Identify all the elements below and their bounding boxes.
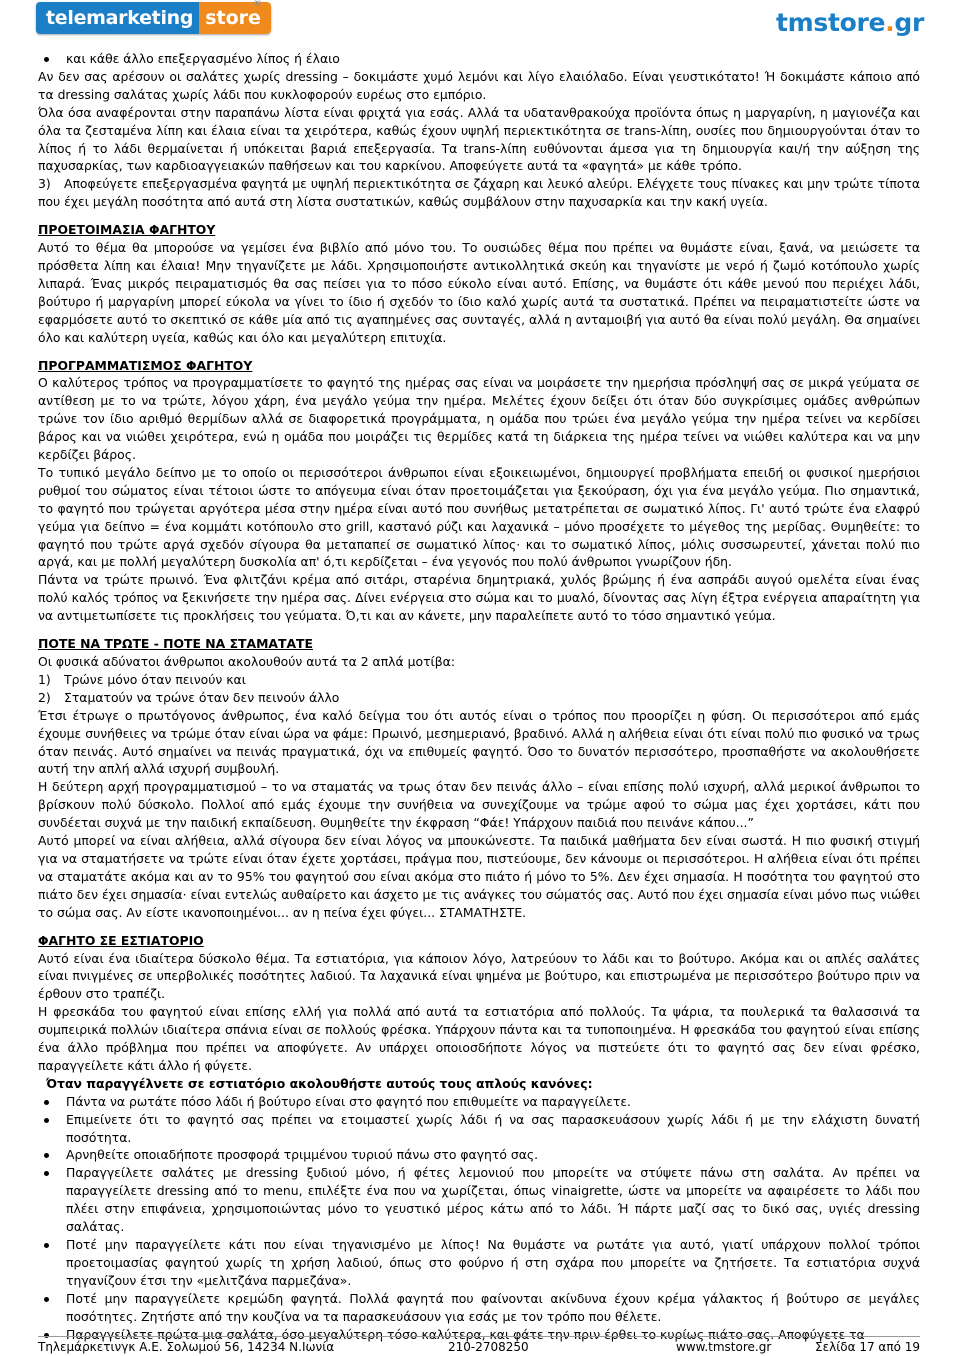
numbered-item (38, 671, 920, 689)
bullet-item: Αρνηθείτε οποιαδήποτε προσφορά τριμμένου τυριού πάνω στο φαγητό σας. (38, 1146, 920, 1164)
bullet-item: και κάθε άλλο επεξεργασμένο λίπος ή έλαιο (38, 50, 920, 68)
bullet-item: Ποτέ μην παραγγείλετε κρεμώδη φαγητά. Πολλά φαγητά που φαίνονται ακίνδυνα έχουν κρέμα γάλακτος ή βούτυρο σε μεγάλες ποσότητες. Ζητήστε από την κουζίνα να τα παρασκευάσουν για εσάς με τον τρόπο που θέλετε. (38, 1290, 920, 1326)
site-name-dot: . (885, 8, 895, 37)
item-text: Τρώνε μόνο όταν πεινούν και (64, 671, 246, 687)
item-number: 3) (38, 176, 51, 192)
site-name-main: tmstore (775, 8, 886, 37)
section-heading: ΠΡΟΓΡΑΜΜΑΤΙΣΜΟΣ ΦΑΓΗΤΟΥ (38, 357, 253, 373)
page-header (0, 0, 960, 44)
paragraph: Ο καλύτερος τρόπος να προγραμματίσετε το φαγητό της ημέρας σας είναι να μοιράσετε την ημερήσια πρόσληψή σας σε μικρά γεύματα σε αντίθεση με το να τρώτε, λόγου χάρη, ένα μεγάλο γεύμα την ημέρα. Μελέτες έχουν δείξει ότι όταν δύο συγκρίσιμες ομάδες ανθρώπων τρώνε τον ίδιο αριθμό θερμίδων αλλά σε διαφορετικά προγράμματα, η ομάδα που τρώει ένα μεγάλο γεύμα την ημέρα τείνει να κερδίσει βάρος και να νιώθει χειρότερα, ενώ η ομάδα που μοιράζει τις θερμίδες κατά τη διάρκεια της ημέρα τείνει να νιώθει καλύτερα και να μην κερδίζει βάρος. (38, 375, 920, 463)
rules-heading: Όταν παραγγέλνετε σε εστιατόριο ακολουθήστε αυτούς τους απλούς κανόνες: (46, 1075, 593, 1091)
item-number: 2) (38, 689, 51, 705)
paragraph: Αυτό μπορεί να είναι αλήθεια, αλλά σίγουρα δεν είναι λόγος να μπουκώνεστε. Τα παιδικά μαθήματα δεν είναι σωστά. Η πιο φυσική στιγμή για να σταματήσετε να τρώτε είναι όταν έχετε χορτάσει, πράγμα που, πιστεύουμε, δεν κάνουμε οι περισσότεροι. Η αλήθεια είναι ότι πρέπει να σταματάτε ακόμα και αν το 95% του φαγητού σου είναι ακόμα στο πιάτο ή μόνο το 5%. Δεν έχει σημασία. Η ποσότητα του φαγητού στο πιάτο δεν έχει σημασία· είναι εντελώς αυθαίρετο και άσχετο με τις ανάγκες του σώματός σας. Αυτό που έχει σημασία είναι μόνο πως νιώθει το σώμα σας. Αν είστε ικανοποιημένοι... αν η πείνα έχει φύγει... ΣΤΑΜΑΤΗΣΤΕ. (38, 833, 920, 920)
item-number: 1) (38, 671, 51, 687)
bullet-item: Παραγγείλετε πρώτα μια σαλάτα, όσο μεγαλύτερη τόσο καλύτερα, και φάτε την πριν έρθει το κυρίως πιάτο σας. Αποφύγετε τα (38, 1326, 920, 1344)
item-text: Αποφεύγετε επεξεργασμένα φαγητά με υψηλή περιεκτικότητα σε ζάχαρη και λευκό αλεύρι. Ελέγχετε τους πίνακες και μην τρώτε τίποτα που έχει μεγάλη ποσότητα από αυτά στη λίστα συστατικών, καθώς συμβάλουν στην παχυσαρκία και την κακή υγεία. (38, 176, 920, 210)
paragraph: Η δεύτερη αρχή προγραμματισμού – το να σταματάς να τρως όταν δεν πεινάς άλλο – είναι επίσης πολύ ισχυρή, αλλά μερικοί άνθρωποι το βρίσκουν πολύ δύσκολο. Πολλοί από εμάς έχουμε την συνήθεια να συνεχίζουμε να τρώμε αφού το σώμα μας έχει χορτάσει, κάτι που συνδέεται συχνά με την παιδική εκπαίδευση. Θυμηθείτε την έκφραση “Φάε! Υπάρχουν παιδιά που πεινάνε κάπου...” (38, 779, 920, 831)
paragraph: Έτσι έτρωγε ο πρωτόγονος άνθρωπος, ένα καλό δείγμα του ότι αυτός είναι ο τρόπος που προορίζει η φύση. Οι περισσότεροι από εμάς έχουμε συνήθειες να τρώμε όταν είναι ώρα να φάμε: Πρωινό, μεσημεριανό, βραδινό. Αλλά η αλήθεια είναι ότι είναι πολύ πιο φυσικό να τρως όταν πεινάς. Αυτό σημαίνει να πεινάς πραγματικά, όχι να επιθυμείς φαγητό. Όσο το δυνατόν περισσότερο, προσπαθήστε να ακολουθήσετε αυτή την απλή αλλά ισχυρή συμβουλή. (38, 707, 920, 777)
document-body (38, 50, 920, 1343)
paragraph: Αυτό το θέμα θα μπορούσε να γεμίσει ένα βιβλίο από μόνο του. Το ουσιώδες θέμα που πρέπει να θυμάστε είναι, ξανά, να μειώσετε τα πρόσθετα λίπη και έλαια! Μην τηγανίζετε με λάδι. Χρησιμοποιήστε αντικολλητικά σκεύη και τηγανίστε με νερό ή ζωμό κοτόπουλο χωρίς λιπαρά. Ένας μικρός πειραματισμός θα σας πείσει για το πόσο εύκολο είναι αυτό. Επίσης, να θυμάστε ότι κάθε μενού που περιέχει λάδι, βούτυρο ή μαργαρίνη μπορεί εύκολα να γίνει το ίδιο ή σχεδόν το ίδιο καλό χωρίς αυτά τα συστατικά. Πρέπει να πειραματιστείτε ώστε να εφαρμόσετε αυτό το σκεπτικό σε κάθε μία από τις αγαπημένες σας συνταγές, αλλά η ανταμοιβή για αυτό θα είναι πολύ μεγάλη. Θα σημαίνει όλο και καλύτερη υγεία, καθώς και όλο και μεγαλύτερη επιτυχία. (38, 240, 920, 345)
bullet-item: Παραγγείλετε σαλάτες με dressing ξυδιού μόνο, ή φέτες λεμονιού που μπορείτε να στύψετε πάνω στη σαλάτα. Αν πρέπει να παραγγείλετε dressing από το menu, επιλέξτε ένα που να χωρίζεται, όπως vinaigrette, ώστε να μπορείτε να αφαιρέσετε το λάδι που πλέει στην επιφάνεια, χρησιμοποιώντας μόνο το γευστικό μέρος κάτω από το λάδι. Ή πάρτε μαζί σας το δικό σας, υγιές dressing σαλάτας. (38, 1164, 920, 1236)
bullet-item: Επιμείνετε ότι το φαγητό σας πρέπει να ετοιμαστεί χωρίς λάδι ή να σας παρασκευάσουν χωρίς λάδι ή με την ελάχιστη δυνατή ποσότητα. (38, 1111, 920, 1147)
paragraph: Αν δεν σας αρέσουν οι σαλάτες χωρίς dressing – δοκιμάστε χυμό λεμόνι και λίγο ελαιόλαδο. Είναι γευστικότατο! Ή δοκιμάστε κάποιο από τα dressing σαλάτας χωρίς λάδι που κυκλοφορούν ευρέως στο εμπόριο. (38, 68, 920, 102)
paragraph: Η φρεσκάδα του φαγητού είναι επίσης ελλή για πολλά από αυτά τα εστιατόρια από πολλούς. Τα ψάρια, τα πουλερικά τα θαλασσινά τα συμπειρικά πολλών ιδιαίτερα σπάνια είναι σε πολλούς φρέσκα. Υπάρχουν πάντα και τα τυποποιημένα. Η φρεσκάδα του φαγητού είναι επίσης ένα άλλο πρόβλημα που πρέπει να αποφύγετε. Αν υπάρχει οποιοσδήποτε λόγος να πιστεύετε ότι το φαγητό σας δεν είναι φρέσκο, παραγγείλετε κάτι άλλο ή φύγετε. (38, 1004, 920, 1073)
footer-page-number: Σελίδα 17 από 19 (815, 1340, 920, 1354)
footer-company: Τηλεμάρκετινγκ Α.Ε. Σολωμού 56, 14234 Ν.Ιωνία (38, 1340, 335, 1354)
paragraph: Αυτό είναι ένα ιδιαίτερα δύσκολο θέμα. Τα εστιατόρια, για κάποιον λόγο, λατρεύουν το λάδι και το βούτυρο. Ακόμα και οι απλές σαλάτες είναι πνιγμένες σε υπερβολικές ποσότητες λαδιού. Τα λαχανικά είναι ψημένα με βούτυρο, και επιστρωμένα με περισσότερο βούτυρο πριν να έρθουν στο τραπέζι. (38, 950, 920, 1002)
numbered-item (38, 689, 920, 707)
paragraph: Όλα όσα αναφέρονται στην παραπάνω λίστα είναι φριχτά για εσάς. Αλλά τα υδατανθρακούχα προϊόντα όπως η μαργαρίνη, η μαγιονέζα και όλα τα ζεσταμένα λίπη και έλαια είναι τα χειρότερα, καθώς έχουν υψηλή περιεκτικότητα σε trans-λίπη, ουσίες που δημιουργούνται όταν το λίπος ή το λάδι θερμαίνεται ή υπόκειται βαριά επεξεργασία. Τα trans-λίπη ευθύνονται άμεσα για τη δημιουργία και/ή την αύξηση της παχυσαρκίας, των καρδιοαγγειακών παθήσεων και του καρκίνου. Αποφεύγετε αυτά τα «φαγητά» με κάθε τρόπο. (38, 104, 920, 174)
footer-phone: 210-2708250 (448, 1340, 529, 1354)
item-text: Σταματούν να τρώνε όταν δεν πεινούν άλλο (64, 689, 340, 705)
bullet-item: Πάντα να ρωτάτε πόσο λάδι ή βούτυρο είναι στο φαγητό που επιθυμείτε να παραγγείλετε. (38, 1093, 920, 1111)
section-heading: ΠΡΟΕΤΟΙΜΑΣΙΑ ΦΑΓΗΤΟΥ (38, 222, 216, 238)
numbered-item (38, 175, 920, 211)
logo-store: store (199, 2, 271, 34)
section-heading: ΦΑΓΗΤΟ ΣΕ ΕΣΤΙΑΤΟΡΙΟ (38, 932, 204, 948)
site-name-tld: gr (894, 8, 924, 37)
telemarketing-store-logo (36, 2, 271, 34)
paragraph: Πάντα να τρώτε πρωινό. Ένα φλιτζάνι κρέμα από σιτάρι, σταρένια δημητριακά, χυλός βρώμης ή ένα ασπράδι αυγού ομελέτα είναι ένας πολύ καλός τρόπος να ξεκινήσετε την ημέρα σας. Δίνει ενέργεια στο σώμα και το μυαλό, δίνοντας σας λίγη έξτρα ενέργεια απαραίτητη για να αντιμετωπίσετε τις προκλήσεις του γεύματα. Ό,τι και αν κάνετε, μην παραλείπετε αυτό το τόσο σημαντικό γεύμα. (38, 572, 920, 624)
section-heading: ΠΟΤΕ ΝΑ ΤΡΩΤΕ - ΠΟΤΕ ΝΑ ΣΤΑΜΑΤΑΤΕ (38, 636, 313, 652)
site-name (776, 8, 924, 37)
logo-telemarketing: telemarketing (36, 2, 199, 34)
page-footer (38, 1336, 920, 1355)
footer-website: www.tmstore.gr (676, 1340, 772, 1354)
paragraph: Το τυπικό μεγάλο δείπνο με το οποίο οι περισσότεροι άνθρωποι είναι εξοικειωμένοι, δημιουργεί προβλήματα επειδή οι φυσικοί ημερήσιοι ρυθμοί του σώματος είναι τέτοιοι ώστε το απόγευμα είναι όταν προετοιμάζεται για ξεκούραση, όχι για ένα μεγάλο γεύμα. Πιο σημαντικά, το φαγητό που τρώγεται αργότερα μέσα στην ημέρα είναι αυτό που συνήθως μετατρέπεται σε σωματικό λίπος. Γι' αυτό τρώτε ένα ελαφρύ γεύμα για δείπνο = ένα κομμάτι κοτόπουλο στο grill, καστανό ρύζι και λαχανικά – μόνο προσέχετε το μέγεθος της μερίδας. Θυμηθείτε: το φαγητό που τρώτε αργά σχεδόν σίγουρα θα μεταπαπεί σε σωματικό λίπος· και το σωματικό λίπος, μόλις συσσωρευτεί, χάνεται πολύ πιο αργά, και με πολλή μεγαλύτερη δυσκολία απ' ό,τι κερδίζεται – ένα γεγονός που πολύ άνθρωποι γνωρίζουν ήδη. (38, 464, 920, 570)
paragraph: Οι φυσικά αδύνατοι άνθρωποι ακολουθούν αυτά τα 2 απλά μοτίβα: (38, 654, 455, 669)
bullet-item: Ποτέ μην παραγγείλετε κάτι που είναι τηγανισμένο με λίπος! Να θυμάστε να ρωτάτε για αυτό, γιατί υπάρχουν πολλοί τρόποι προετοιμασίας φαγητού χωρίς τη χρήση λαδιού, όπως στο φούρνο ή στη σχάρα που μπορείτε να ζητήσετε. Τα εστιατόρια συχνά τηγανίζουν έτσι την «μελιτζάνα παρμεζάνα». (38, 1236, 920, 1290)
registered-mark: ® (253, 0, 262, 9)
